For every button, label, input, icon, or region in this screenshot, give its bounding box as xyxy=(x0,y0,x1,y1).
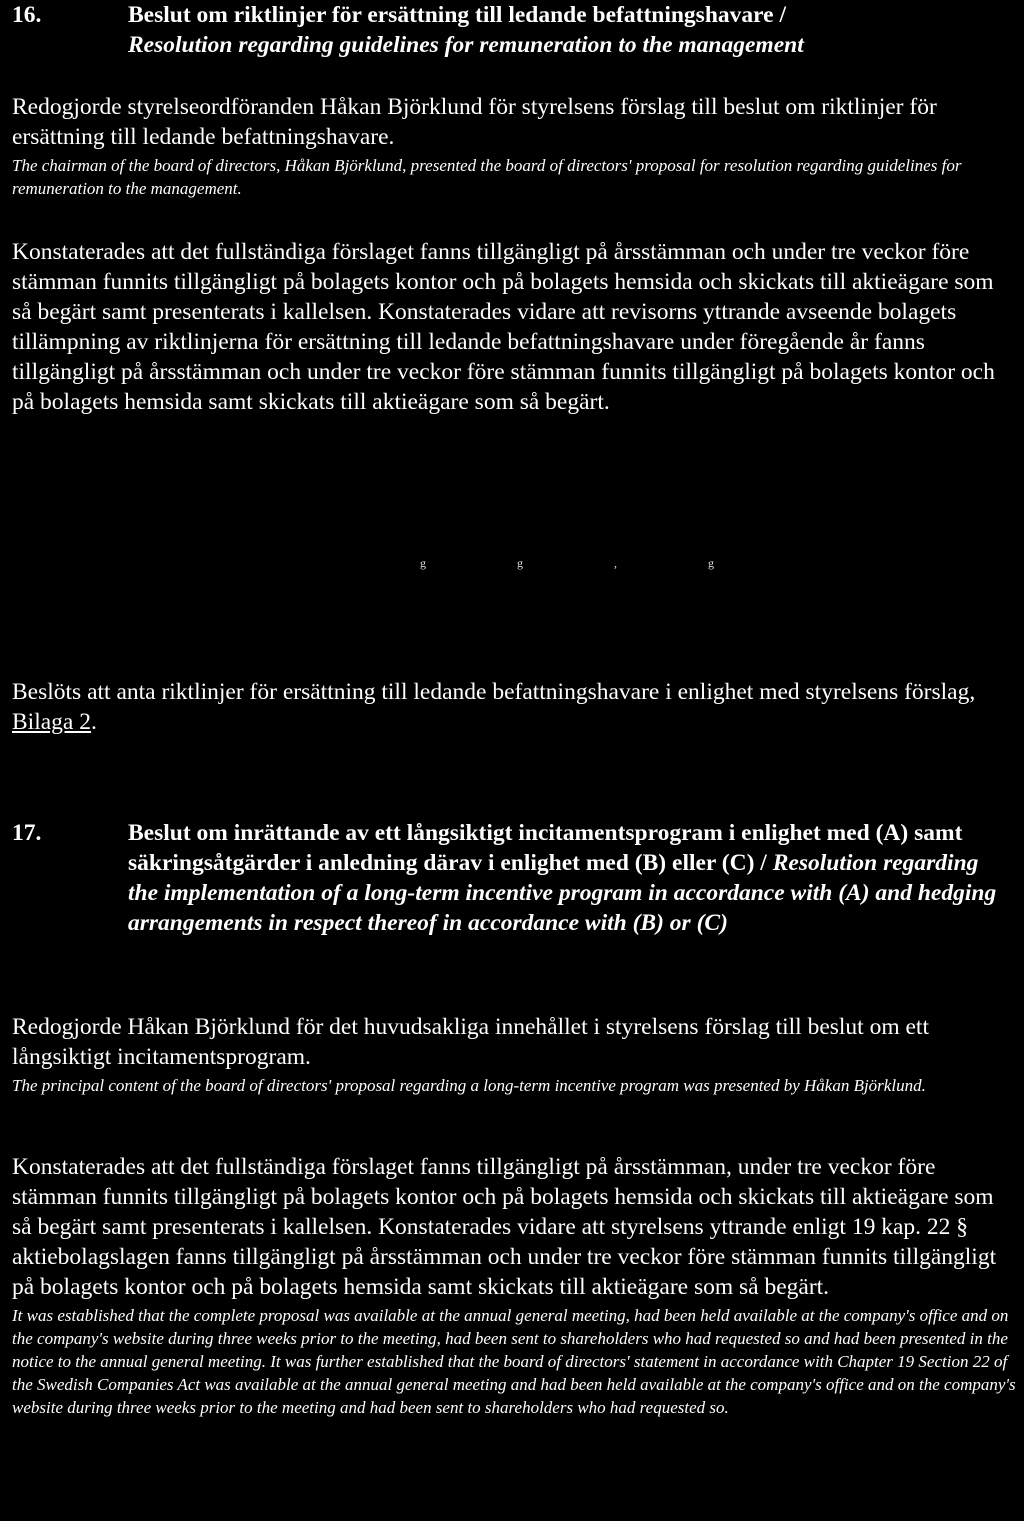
section-17-intro xyxy=(12,1012,1018,1097)
section-16-heading xyxy=(12,0,1018,60)
section-16-paragraph: Konstaterades att det fullständiga förslaget fanns tillgängligt på årsstämman och under tre veckor före stämman funnits tillgängligt på bolagets kontor och på bolagets hemsida och skickats till aktieägare som så begärt samt presenterats i kallelsen. Konstaterades vidare att revisorns yttrande avseende bolagets tillämpning av riktlinjerna för ersättning till ledande befattningshavare under föregående år fanns tillgängligt på årsstämman och under tre veckor före stämman funnits tillgängligt på bolagets kontor och på bolagets hemsida samt skickats till aktieägare som så begärt. xyxy=(12,239,995,415)
decision-end: . xyxy=(90,709,97,735)
paragraph-sv: Redogjorde Håkan Björklund för det huvudsakliga innehållet i styrelsens förslag till beslut om ett långsiktigt incitamentsprogram. xyxy=(12,1014,929,1070)
section-number: 16. xyxy=(12,2,42,28)
section-title xyxy=(128,818,1014,938)
appendix-link[interactable]: Bilaga 2 xyxy=(12,709,91,735)
section-title xyxy=(128,0,1018,60)
section-17-paragraph xyxy=(12,1152,1018,1419)
section-title-en: Resolution regarding guidelines for remuneration to the management xyxy=(128,32,804,58)
section-title-en: Resolution regarding the implementation of a long-term incentive program in accordance with (A) and hedging arrangements in respect thereof in accordance with (B) or (C) xyxy=(128,850,997,936)
section-16-intro xyxy=(12,92,1018,200)
section-17-heading xyxy=(12,818,1014,938)
section-title-sv: Beslut om inrättande av ett långsiktigt incitamentsprogram i enlighet med (A) samt säkringsåtgärder i anledning därav i enlighet med (B) eller (C) / xyxy=(128,820,963,876)
paragraph-en: It was established that the complete proposal was available at the annual general meeting, had been held available at the company's office and on the company's website during three weeks prior to the meeting, had been sent to shareholders who had requested so and had been presented in the notice to the annual general meeting. It was further established that the board of directors' statement in accordance with Chapter 19 Section 22 of the Swedish Companies Act was available at the annual general meeting and had been held available at the company's office and on the company's website during three weeks prior to the meeting and had been sent to shareholders who had requested so. xyxy=(12,1306,1016,1417)
paragraph-en: The principal content of the board of directors' proposal regarding a long-term incentive program was presented by Håkan Björklund. xyxy=(12,1076,926,1095)
section-number: 17. xyxy=(12,820,42,846)
scan-artifact: g g , g xyxy=(420,556,758,570)
paragraph-sv: Konstaterades att det fullständiga förslaget fanns tillgängligt på årsstämman, under tre veckor före stämman funnits tillgängligt på bolagets kontor och på bolagets hemsida och skickats till aktieägare som så begärt samt presenterats i kallelsen. Konstaterades vidare att styrelsens yttrande enligt 19 kap. 22 § aktiebolagslagen fanns tillgängligt på årsstämman och under tre veckor före stämman funnits tillgängligt på bolagets kontor och på bolagets hemsida samt skickats till aktieägare som så begärt. xyxy=(12,1154,997,1300)
section-16-decision xyxy=(12,677,1002,737)
decision-text: Beslöts att anta riktlinjer för ersättning till ledande befattningshavare i enlighet med styrelsens förslag, xyxy=(12,679,976,705)
paragraph-en: The chairman of the board of directors, Håkan Björklund, presented the board of directors' proposal for resolution regarding guidelines for remuneration to the management. xyxy=(12,156,962,198)
paragraph-sv: Redogjorde styrelseordföranden Håkan Björklund för styrelsens förslag till beslut om riktlinjer för ersättning till ledande befattningshavare. xyxy=(12,94,937,150)
section-title-sv: Beslut om riktlinjer för ersättning till ledande befattningshavare / xyxy=(128,2,786,28)
